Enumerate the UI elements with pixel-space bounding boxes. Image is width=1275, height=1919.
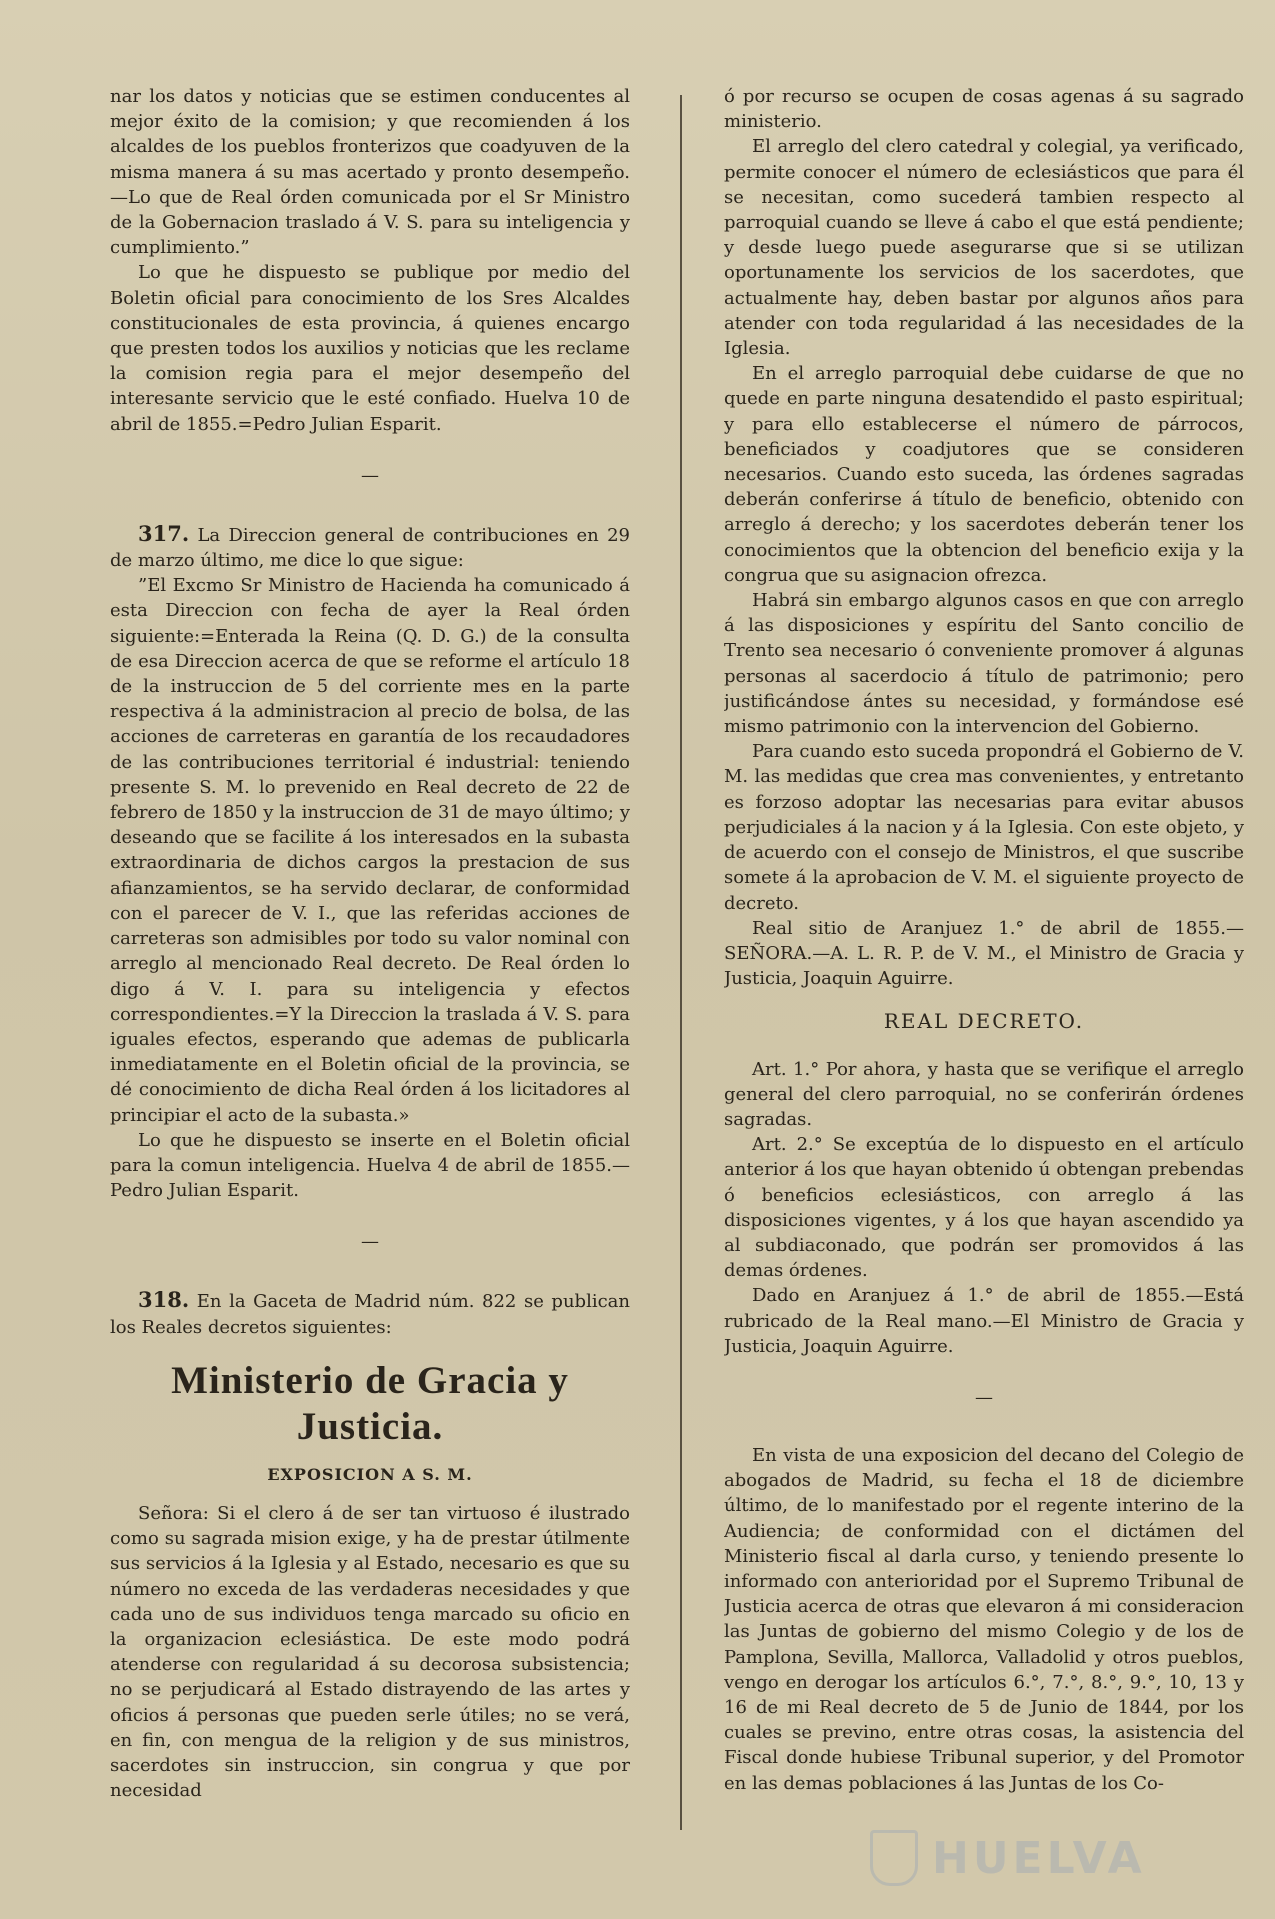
paragraph: Art. 2.° Se exceptúa de lo dispuesto en el artículo anterior á los que hayan obtenido ú obtengan prebendas ó beneficios eclesiásticos, con arreglo á las disposiciones vigentes, y á los que hayan ascendido ya al subdiaconado, que podrán ser promovidos á las demas órdenes. <box>724 1134 1244 1282</box>
article-number: 318. <box>138 1287 190 1313</box>
section-title: Ministerio de Gracia y Justicia. <box>171 1358 569 1448</box>
paragraph: ó por recurso se ocupen de cosas agenas á su sagrado ministerio. <box>724 86 1244 133</box>
article-318 <box>110 1287 630 1339</box>
paragraph: Habrá sin embargo algunos casos en que con arreglo á las disposiciones y espíritu del Santo concilio de Trento sea necesario ó conveniente promover á algunas personas al sacerdocio á título de patrimonio; pero justificándose ántes su necesidad, y formándose esé mismo patrimonio con la intervencion del Gobierno. <box>724 590 1244 738</box>
paragraph: En la Gaceta de Madrid núm. 822 se publican los Reales decretos siguientes: <box>110 1291 630 1338</box>
paragraph: ”El Excmo Sr Ministro de Hacienda ha comunicado á esta Direccion con fecha de ayer la Real órden siguiente:=Enterada la Reina (Q. D. G.) de la consulta de esa Direccion acerca de que se reforme el artículo 18 de la instruccion de 5 del corriente mes en la parte respectiva á la administracion al precio de bolsa, de las acciones de carreteras en garantía de los recaudadores de las contribuciones territorial é industrial: teniendo presente S. M. lo prevenido en Real decreto de 22 de febrero de 1850 y la instruccion de 31 de mayo último; y deseando que se facilite á los interesados en la subasta extraordinaria de dichos cargos la prestacion de sus afianzamientos, se ha servido declarar, de conformidad con el parecer de V. I., que las referidas acciones de carreteras son admisibles por todo su valor nominal con arreglo al mencionado Real decreto. De Real órden lo digo á V. I. para su inteligencia y efectos correspondientes.=Y la Direccion la traslada á V. S. para iguales efectos, esperando que ademas de publicarla inmediatamente en el Boletin oficial de la provincia, se dé conocimiento de dicha Real órden á los licitadores al principiar el acto de la subasta.» <box>110 575 630 1126</box>
paragraph: Lo que he dispuesto se inserte en el Boletin oficial para la comun inteligencia. Huelva 4 de abril de 1855.—Pedro Julian Esparit. <box>110 1129 630 1202</box>
paragraph: Real sitio de Aranjuez 1.° de abril de 1855.—SEÑORA.—A. L. R. P. de V. M., el Ministro de Gracia y Justicia, Joaquin Aguirre. <box>724 917 1244 990</box>
watermark-text: HUELVA <box>932 1832 1146 1884</box>
article-317 <box>110 521 630 573</box>
shield-icon <box>870 1830 918 1886</box>
paragraph: La Direccion general de contribuciones en 29 de marzo último, me dice lo que sigue: <box>110 524 630 572</box>
paragraph: Señora: Si el clero á de ser tan virtuoso é ilustrado como su sagrada mision exige, y ha de prestar útilmente sus servicios á la Iglesia y al Estado, necesario es que su número no exceda de las verdaderas necesidades y que cada uno de sus individuos tenga marcado su oficio en la organizacion eclesiástica. De este modo podrá atenderse con regularidad á su decorosa subsistencia; no se perjudicará al Estado distrayendo de las artes y oficios á personas que pueden serle útiles; no se verá, en fin, con mengua de la religion y de sus ministros, sacerdotes sin instruccion, sin congrua y que por necesidad <box>110 1502 630 1802</box>
paragraph: El arreglo del clero catedral y colegial, ya verificado, permite conocer el número de eclesiásticos que para él se necesitan, como sucederá tambien respecto al parroquial cuando se lleve á cabo el que está pendiente; y desde luego puede asegurarse que si se utilizan oportunamente los servicios de los sacerdotes, que actualmente hay, deben bastar por algunos años para atender con toda regularidad á las necesidades de la Iglesia. <box>724 136 1244 360</box>
watermark <box>870 1828 1200 1888</box>
paragraph: Art. 1.° Por ahora, y hasta que se verifique el arreglo general del clero parroquial, no se conferirán órdenes sagradas. <box>724 1058 1244 1130</box>
paragraph: En vista de una exposicion del decano del Colegio de abogados de Madrid, su fecha el 18 de diciembre último, de lo manifestado por el regente interino de la Audiencia; de conformidad con el dictámen del Ministerio fiscal al darla curso, y teniendo presente lo informado con anterioridad por el Supremo Tribunal de Justicia acerca de otras que elevaron á mi consideracion las Juntas de gobierno del mismo Colegio y de los de Pamplona, Sevilla, Mallorca, Valladolid y otros pueblos, vengo en derogar los artículos 6.°, 7.°, 8.°, 9.°, 10, 13 y 16 de mi Real decreto de 5 de Junio de 1844, por los cuales se previno, entre otras cosas, la asistencia del Fiscal donde hubiese Tribunal superior, y del Promotor en las demas poblaciones á las Juntas de los Co- <box>724 1444 1244 1794</box>
left-column <box>110 84 630 1809</box>
paragraph: nar los datos y noticias que se estimen conducentes al mejor éxito de la comision; y que recomienden á los alcaldes de los pueblos fronterizos que coadyuven de la misma manera á su mas acertado y pronto desempeño.—Lo que de Real órden comunicada por el Sr Ministro de la Gobernacion traslado á V. S. para su inteligencia y cumplimiento.” <box>110 86 630 259</box>
section-separator: — <box>361 464 379 486</box>
subheading: REAL DECRETO. <box>883 1009 1085 1034</box>
paragraph: En el arreglo parroquial debe cuidarse de que no quede en parte ninguna desatendido el pasto espiritual; y para ello establecerse el número de párrocos, beneficiados y coadjutores que se consideren necesarios. Cuando esto suceda, las órdenes sagradas deberán conferirse á título de beneficio, obtenido con arreglo á derecho; y los sacerdotes deberán tener los conocimientos que la obtencion del beneficio exija y la congrua que su asignacion ofrezca. <box>724 363 1244 586</box>
paragraph: Dado en Aranjuez á 1.° de abril de 1855.—Está rubricado de la Real mano.—El Ministro de Gracia y Justicia, Joaquin Aguirre. <box>724 1285 1244 1357</box>
section-separator: — <box>361 1231 379 1253</box>
column-divider <box>680 95 682 1830</box>
section-separator: — <box>975 1386 993 1408</box>
right-column <box>724 84 1244 1809</box>
paragraph: Lo que he dispuesto se publique por medio del Boletin oficial para conocimiento de los Sres Alcaldes constitucionales de esta provincia, á quienes encargo que presten todos los auxilios y noticias que les reclame la comision regia para el mejor desempeño del interesante servicio que le esté confiado. Huelva 10 de abril de 1855.=Pedro Julian Esparit. <box>110 262 630 435</box>
paragraph: Para cuando esto suceda propondrá el Gobierno de V. M. las medidas que crea mas convenientes, y entretanto es forzoso adoptar las necesarias para evitar abusos perjudiciales á la nacion y á la Iglesia. Con este objeto, y de acuerdo con el consejo de Ministros, el que suscribe somete á la aprobacion de V. M. el siguiente proyecto de decreto. <box>724 741 1244 914</box>
article-number: 317. <box>138 520 190 546</box>
subheading: EXPOSICION A S. M. <box>267 1464 473 1484</box>
